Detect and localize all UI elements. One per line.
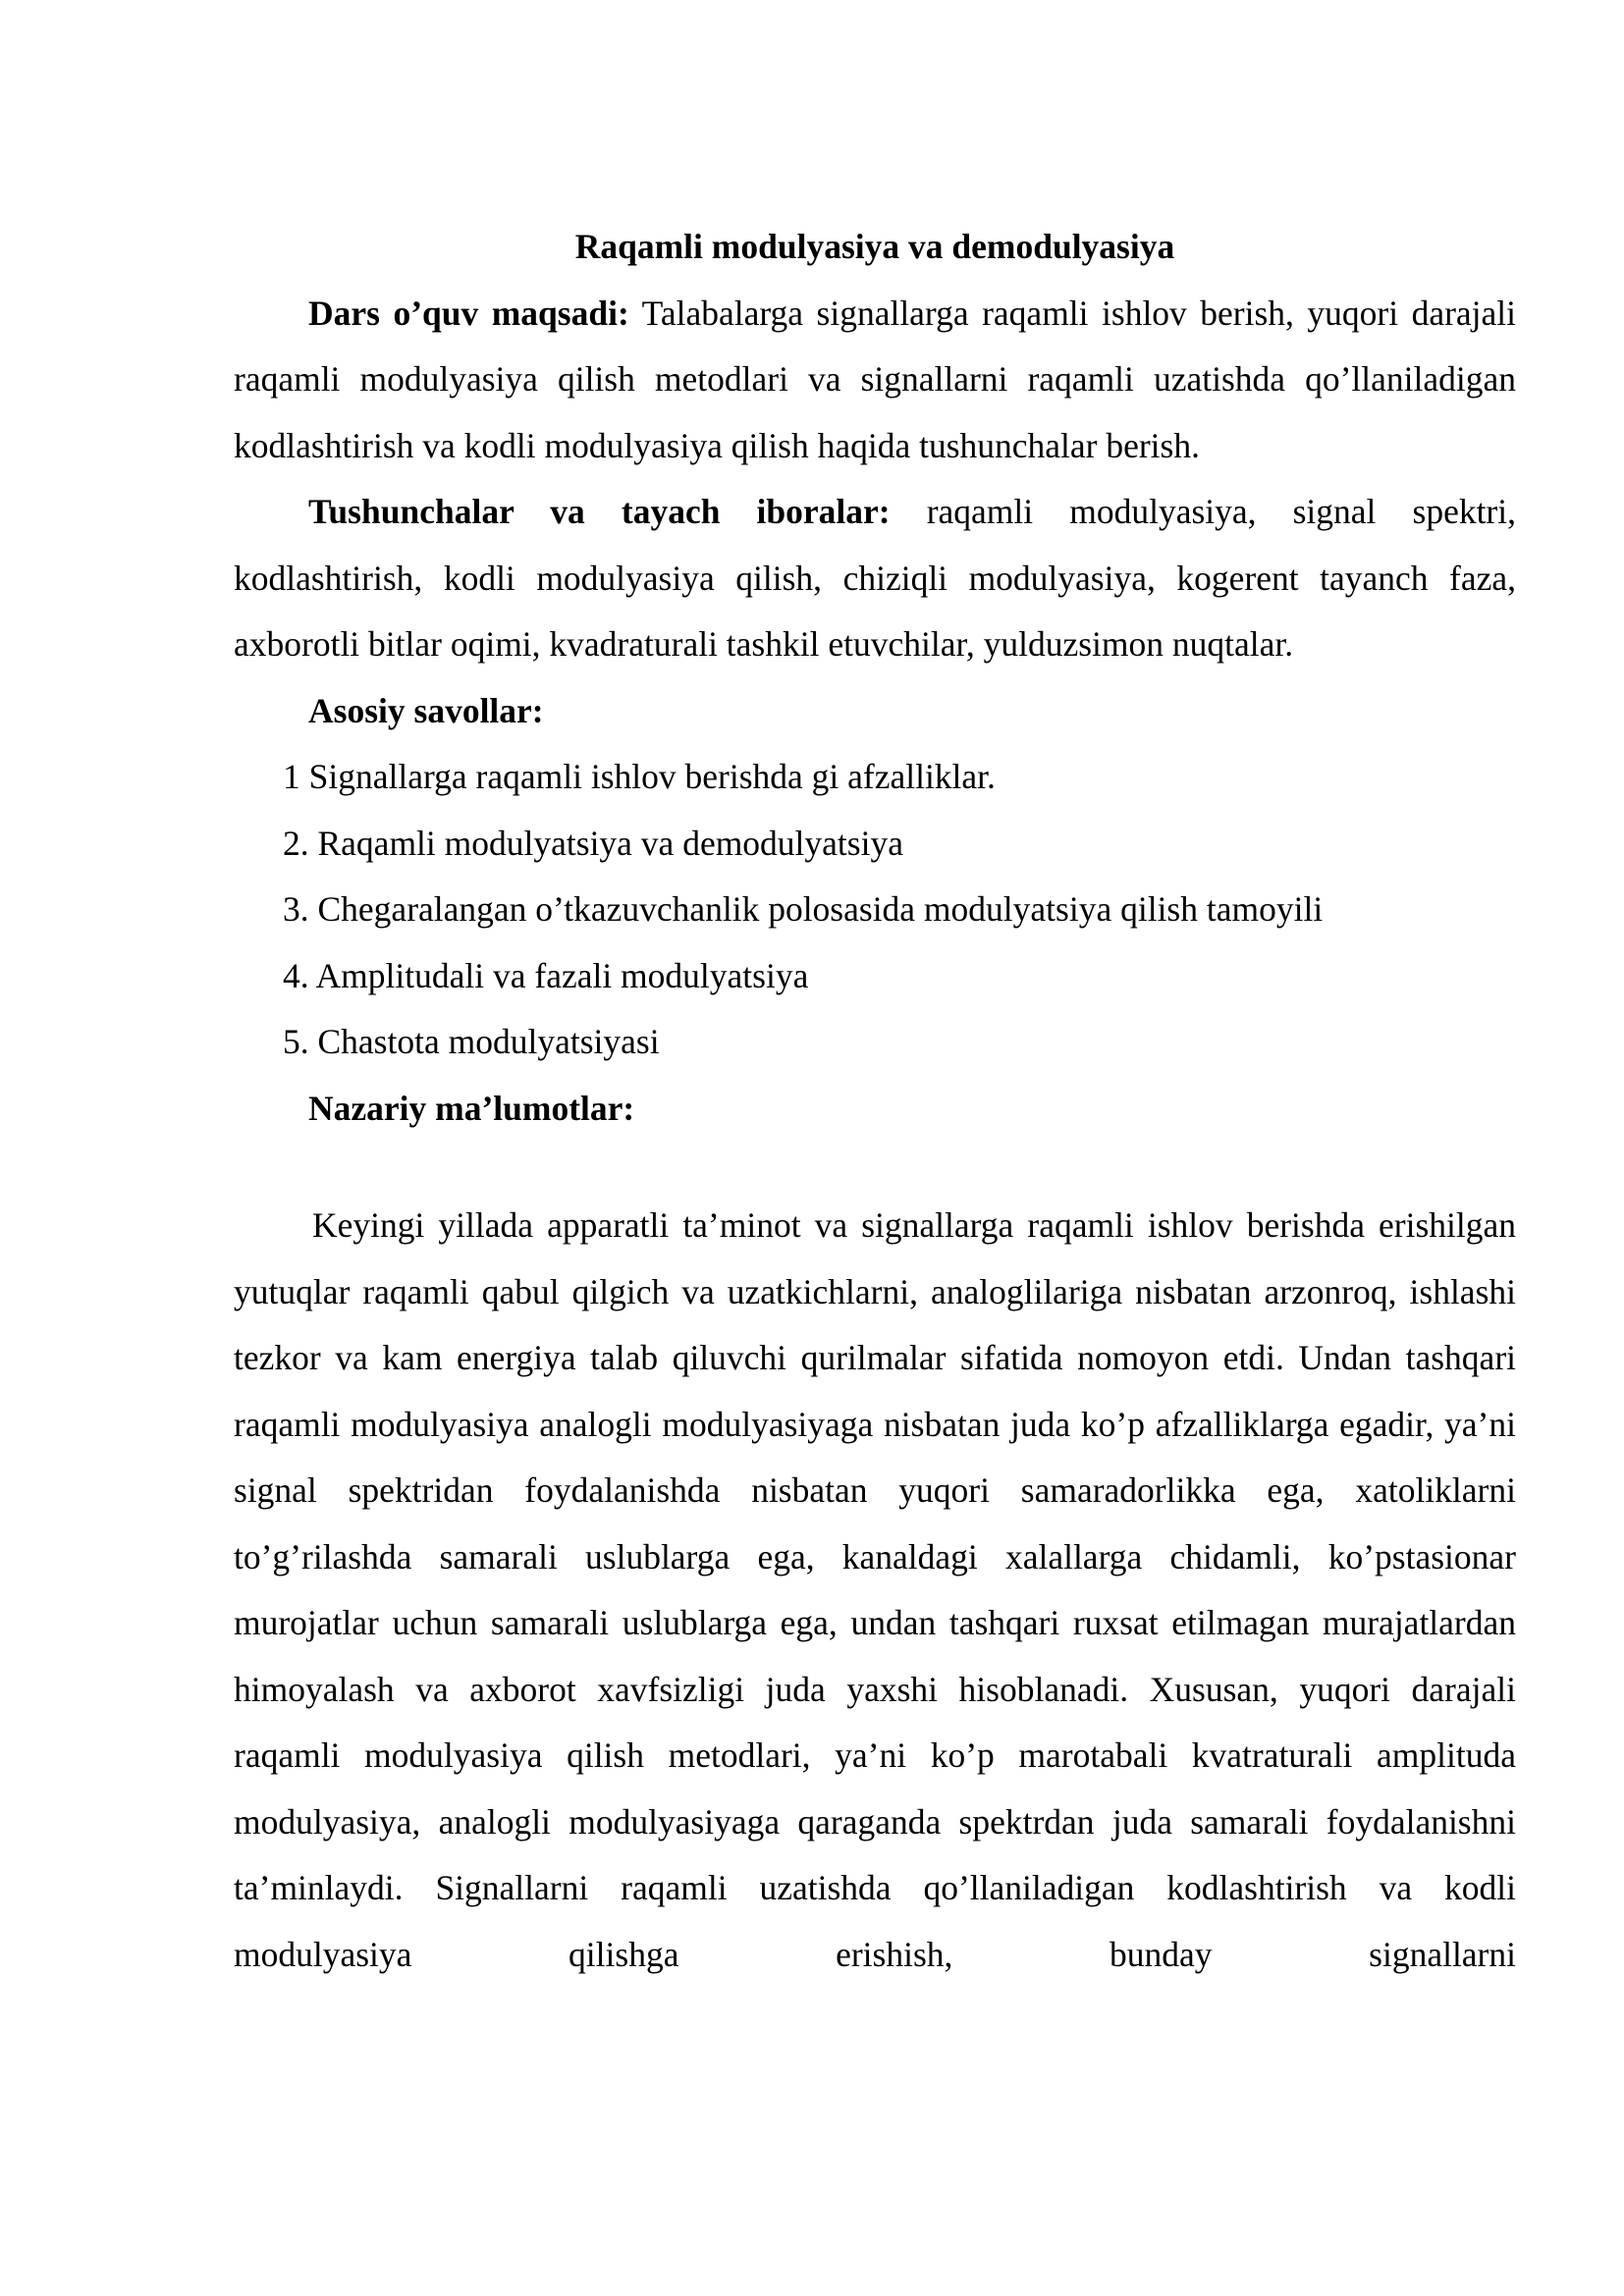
list-item: 3. Chegaralangan o’tkazuvchanlik polosasida modulyatsiya qilish tamoyili	[283, 889, 1324, 929]
list-item: 5. Chastota modulyatsiyasi	[283, 1022, 660, 1061]
lesson-goal-label: Dars o’quv maqsadi:	[308, 293, 629, 333]
lesson-goal-text: Talabalarga signallarga raqamli ishlov berish, yuqori darajali raqamli modulyasiya qilish metodlari va signallarni raqamli uzatishda qo’llaniladigan kodlashtirish va kodli modulyasiya qilish haqida tushunchalar berish.	[234, 293, 1516, 465]
section-spacer	[234, 1142, 1516, 1193]
document-page	[234, 214, 1516, 1988]
list-item: 2. Raqamli modulyatsiya va demodulyatsiya	[283, 823, 903, 863]
concepts-paragraph	[234, 479, 1516, 678]
concepts-label: Tushunchalar va tayach iboralar:	[308, 492, 891, 531]
theory-paragraph: Keyingi yillada apparatli ta’minot va signallarga raqamli ishlov berishda erishilgan yutuqlar raqamli qabul qilgich va uzatkichlarni, analoglilariga nisbatan arzonroq, ishlashi tezkor va kam energiya talab qiluvchi qurilmalar sifatida nomoyon etdi. Undan tashqari raqamli modulyasiya analogli modulyasiyaga nisbatan juda ko’p afzalliklarga egadir, ya’ni signal spektridan foydalanishda nisbatan yuqori samaradorlikka ega, xatoliklarni to’g’rilashda samarali uslublarga ega, kanaldagi xalallarga chidamli, ko’pstasionar murojatlar uchun samarali uslublarga ega, undan tashqari ruxsat etilmagan murajatlardan himoyalash va axborot xavfsizligi juda yaxshi hisoblanadi. Xususan, yuqori darajali raqamli modulyasiya qilish metodlari, ya’ni ko’p marotabali kvatraturali amplituda modulyasiya, analogli modulyasiyaga qaraganda spektrdan juda samarali foydalanishni ta’minlaydi. Signallarni raqamli uzatishda qo’llaniladigan kodlashtirish va kodli modulyasiya qilishga erishish, bunday signallarni	[234, 1205, 1516, 1974]
concepts-text: raqamli modulyasiya, signal spektri, kodlashtirish, kodli modulyasiya qilish, chiziqli modulyasiya, kogerent tayanch faza, axborotli bitlar oqimi, kvadraturali tashkil etuvchilar, yulduzsimon nuqtalar.	[234, 492, 1516, 664]
lesson-goal-paragraph	[234, 281, 1516, 480]
questions-list	[234, 744, 1516, 1076]
questions-heading: Asosiy savollar:	[308, 690, 544, 730]
list-item: 4. Amplitudali va fazali modulyatsiya	[283, 955, 809, 995]
document-title: Raqamli modulyasiya va demodulyasiya	[574, 227, 1175, 266]
list-item: 1 Signallarga raqamli ishlov berishda gi afzalliklar.	[283, 757, 996, 796]
theory-heading: Nazariy ma’lumotlar:	[308, 1088, 635, 1128]
